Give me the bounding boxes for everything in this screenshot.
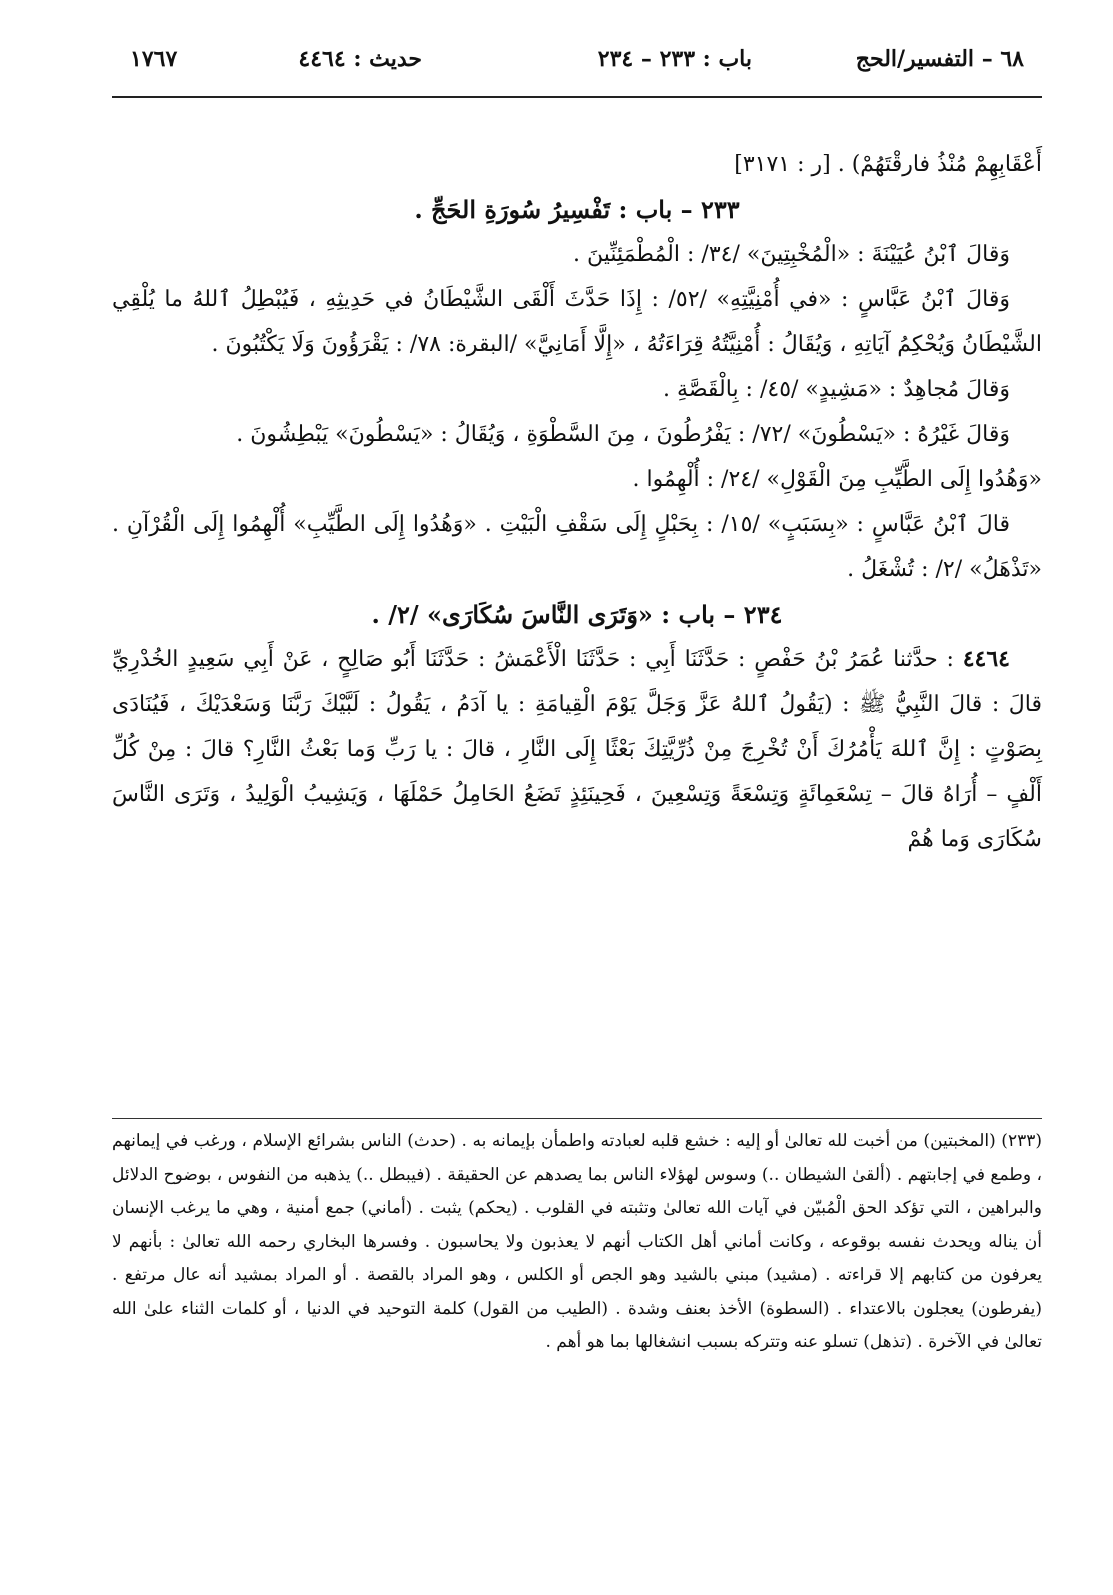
paragraph: وَقالَ ٱبْنُ عُيَيْنَةَ : «الْمُخْبِتِينَ» /٣٤/ : الْمُطْمَئِنِّينَ .	[573, 242, 1010, 267]
continued-line: أَعْقَابِهِمْ مُنْذُ فارقْتَهُمْ) . [ر : ٣١٧١]	[734, 152, 1042, 177]
header-hadith-number: حديث : ٤٤٦٤	[298, 46, 422, 72]
main-text	[112, 142, 1042, 862]
book-page	[112, 0, 1042, 1595]
hadith-paragraph	[112, 637, 1042, 862]
paragraph: قالَ ٱبْنُ عَبَّاسٍ : «بِسَبَبٍ» /١٥/ : بِحَبْلٍ إِلَى سَقْفِ الْبَيْتِ . «وَهُدُوا إِلَى الطَّيِّبِ» أُلْهِمُوا إِلَى الْقُرْآنِ . «تَذْهَلُ» /٢/ : تُشْغَلُ .	[112, 512, 1042, 582]
chapter-heading-234: ٢٣٤ – باب : «وَتَرَى النَّاسَ سُكَارَى» /٢/ .	[371, 600, 783, 629]
chapter-heading-233: ٢٣٣ – باب : تَفْسِيرُ سُورَةِ الحَجِّ .	[414, 195, 740, 224]
header-divider	[112, 96, 1042, 98]
header-bab-range: باب : ٢٣٣ – ٢٣٤	[597, 46, 752, 72]
paragraph: «وَهُدُوا إِلَى الطَّيِّبِ مِنَ الْقَوْلِ» /٢٤/ : أُلْهِمُوا .	[632, 467, 1042, 492]
footnote-text: (٢٣٣) (المخبتين) من أخبت لله تعالىٰ أو إليه : خشع قلبه لعبادته واطمأن بإيمانه به . (حدث) الناس بشرائع الإسلام ، ورغب في إيمانهم ، وطمع في إجابتهم . (ألقىٰ الشيطان ..) وسوس لهؤلاء الناس بما يصدهم عن الحقيقة . (فيبطل ..) يذهبه من النفوس ، بوضوح الدلائل والبراهين ، التي تؤكد الحق الْمُبيّن في آيات الله تعالىٰ وتثبته في القلوب . (يحكم) يثبت . (أماني) جمع أمنية ، وهي ما يرغب الإنسان أن يناله ويحدث نفسه بوقوعه ، وكانت أماني أهل الكتاب أنهم لا يعذبون ولا يحاسبون . وفسرها البخاري رحمه الله تعالىٰ : بأنهم لا يعرفون من كتابهم إلا قراءته . (مشيد) مبني بالشيد وهو الجص أو الكلس ، وهو المراد بالقصة . أو المراد بمشيد أنه عال مرتفع . (يفرطون) يعجلون بالاعتداء . (السطوة) الأخذ بعنف وشدة . (الطيب من القول) كلمة التوحيد في الدنيا ، أو كلمات الثناء علىٰ الله تعالىٰ في الآخرة . (تذهل) تسلو عنه وتتركه بسبب انشغالها بما هو أهم .	[112, 1131, 1042, 1352]
running-header	[112, 46, 1042, 86]
paragraph: وَقالَ غَيْرُهُ : «يَسْطُونَ» /٧٢/ : يَفْرُطُونَ ، مِنَ السَّطْوَةِ ، وَيُقَالُ : «يَسْطُونَ» يَبْطِشُونَ .	[236, 422, 1010, 447]
paragraph: وَقالَ مُجاهِدٌ : «مَشِيدٍ» /٤٥/ : بِالْقَصَّةِ .	[663, 377, 1010, 402]
hadith-text: : حدَّثنا عُمَرُ بْنُ حَفْصٍ : حَدَّثَنَا أَبِي : حَدَّثَنَا الْأَعْمَشُ : حَدَّثَنَا أَبُو صَالِحٍ ، عَنْ أَبِي سَعِيدٍ الخُدْرِيِّ قالَ : قالَ النَّبِيُّ ﷺ : (يَقُولُ ٱللهُ عَزَّ وَجَلَّ يَوْمَ الْقِيامَةِ : يا آدَمُ ، يَقُولُ : لَبَّيْكَ رَبَّنَا وَسَعْدَيْكَ ، فَيُنَادَى بِصَوْتٍ : إِنَّ ٱللهَ يَأْمُرُكَ أَنْ تُخْرِجَ مِنْ ذُرِّيَّتِكَ بَعْثًا إِلَى النَّارِ ، قالَ : يا رَبِّ وَما بَعْثُ النَّارِ؟ قالَ : مِنْ كُلِّ أَلْفٍ – أُرَاهُ قالَ – تِسْعَمِائَةٍ وَتِسْعَةً وَتِسْعِينَ ، فَحِينَئِذٍ تَضَعُ الحَامِلُ حَمْلَهَا ، وَيَشِيبُ الْوَلِيدُ ، وَتَرَى النَّاسَ سُكَارَى وَما هُمْ	[112, 647, 1042, 852]
paragraph: وَقالَ ٱبْنُ عَبَّاسٍ : «في أُمْنِيَّتِهِ» /٥٢/ : إِذَا حَدَّثَ أَلْقَى الشَّيْطَانُ في حَدِيثِهِ ، فَيُبْطِلُ ٱللهُ ما يُلْقِي الشَّيْطَانُ وَيُحْكِمُ آيَاتِهِ ، وَيُقَالُ : أُمْنِيَّتُهُ قِرَاءَتُهُ ، «إِلَّا أَمَانِيَّ» /البقرة: ٧٨/ : يَقْرَؤُونَ وَلَا يَكْتُبُونَ .	[112, 287, 1042, 357]
footnote-divider	[112, 1118, 1042, 1119]
header-page-number: ١٧٦٧	[130, 46, 178, 72]
header-section-title: ٦٨ – التفسير/الحج	[855, 46, 1024, 72]
hadith-number: ٤٤٦٤	[962, 646, 1010, 672]
